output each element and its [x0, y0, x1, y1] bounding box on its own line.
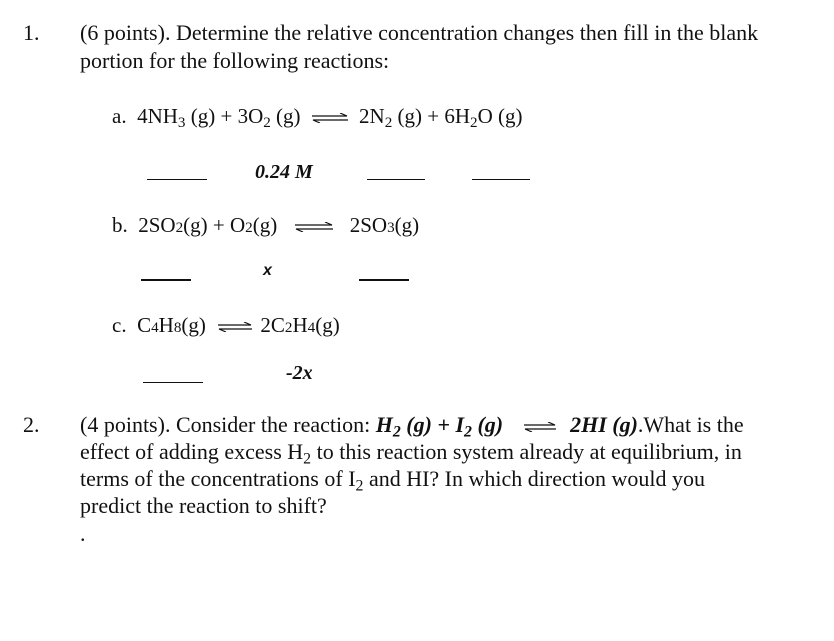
reaction-a [112, 103, 523, 132]
q1-text-line2: portion for the following reactions: [80, 48, 390, 73]
equilibrium-arrow-icon [217, 322, 253, 332]
reaction-b-given-value: x [263, 262, 272, 279]
stray-mark: . [80, 521, 86, 546]
q2-text-line3: terms of the concentrations of $I_2$ and HI? In which direction would you [80, 466, 705, 495]
reaction-b [112, 212, 419, 241]
q2-reaction: $H_2$ $(g) + I_2$ (g) [375, 412, 504, 441]
reaction-c [112, 312, 340, 341]
q2-text-line1: (4 points). Consider the reaction: $H_2$ $(g) + I_2$ (g) 2HI (g).What is the [80, 412, 744, 441]
reaction-b-products: 2SO3(g) [349, 213, 420, 237]
answer-blank [143, 382, 203, 383]
equilibrium-arrow-icon [294, 222, 334, 232]
q1-number: 1. [23, 20, 40, 45]
reaction-a-given-value: 0.24 M [255, 161, 313, 183]
q1-text-line1: (6 points). Determine the relative concentration changes then fill in the blank [80, 20, 759, 45]
reaction-c-products: 2C2H4(g) [260, 313, 340, 337]
answer-blank [147, 179, 207, 180]
reaction-a-reactants: $4NH_3$ $(g) + 3O_2$ (g) [137, 104, 301, 132]
q2-text-line2: effect of adding excess $H_2$ to this reaction system already at equilibrium, in [80, 439, 742, 468]
reaction-c-given-value: -2x [286, 362, 313, 384]
reaction-b-label: b. [112, 213, 128, 237]
equilibrium-arrow-icon [311, 113, 349, 123]
answer-blank [359, 279, 409, 281]
equilibrium-arrow-icon [523, 422, 557, 432]
answer-blank [141, 279, 191, 281]
q2-number: 2. [23, 412, 40, 437]
q2-text-line4: predict the reaction to shift? [80, 493, 327, 518]
answer-blank [367, 179, 425, 180]
q2-product: 2HI (g) [570, 412, 638, 437]
reaction-b-reactants: 2SO2(g) + O2(g) [138, 213, 278, 237]
answer-blank [472, 179, 530, 180]
reaction-a-products: $2N_2$ $(g) + 6H_2O$ (g) [359, 104, 523, 132]
reaction-a-label: a. [112, 104, 127, 128]
reaction-c-reactants: C4H8(g) [137, 313, 206, 337]
reaction-c-label: c. [112, 313, 127, 337]
